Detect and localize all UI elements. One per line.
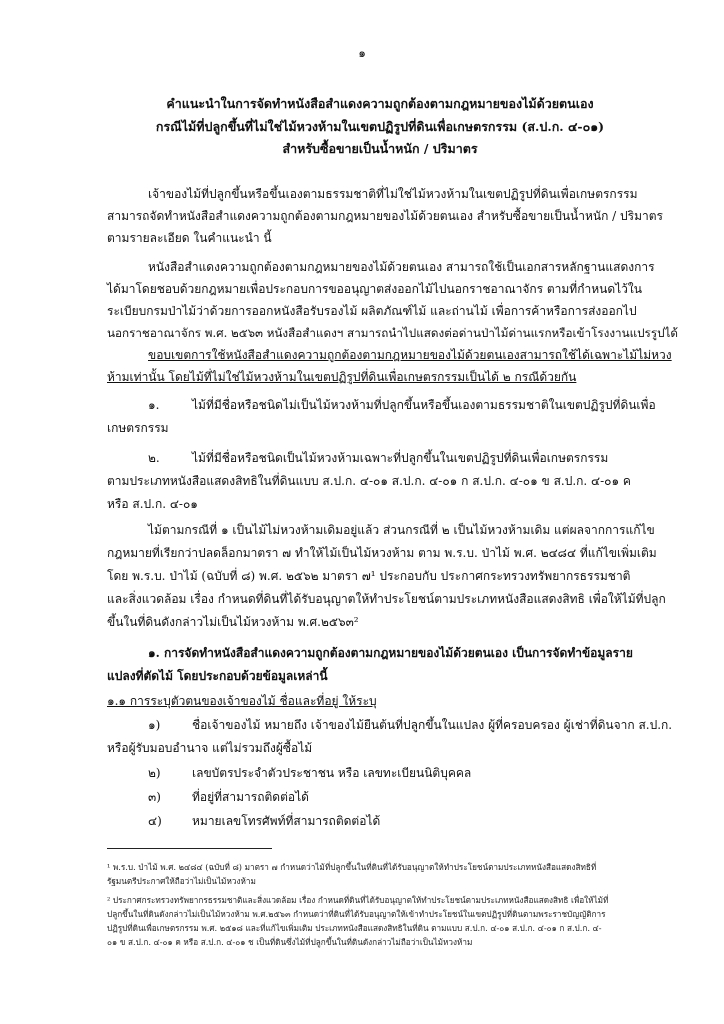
case2-line-3: หรือ ส.ป.ก. ๔-๐๑ bbox=[107, 497, 198, 511]
para2-line-1: หนังสือสำแดงความถูกต้องตามกฎหมายของไม้ด้วยตนเอง สามารถใช้เป็นเอกสารหลักฐานแสดงการ bbox=[148, 260, 655, 274]
footnote-2-line-4: ๐๑ ข ส.ป.ก. ๔-๐๑ ค หรือ ส.ป.ก. ๔-๐๑ ช เป็นที่ดินซึ่งไม้ที่ปลูกขึ้นในที่ดินดังกล่าวไม่ถือว่าเป็นไม้หวงห้าม bbox=[107, 937, 473, 947]
scope-line-1: ขอบเขตการใช้หนังสือสำแดงความถูกต้องตามกฎหมายของไม้ด้วยตนเองสามารถใช้ได้เฉพาะไม้ไม่หวง bbox=[148, 348, 672, 362]
case1-line-2: เกษตรกรรม bbox=[107, 421, 169, 435]
intro-line-3: ตามรายละเอียด ในคำแนะนำ นี้ bbox=[107, 231, 272, 245]
case1-number: ๑. bbox=[148, 398, 160, 412]
section1-line-1: ๑. การจัดทำหนังสือสำแดงความถูกต้องตามกฎหมายของไม้ด้วยตนเอง เป็นการจัดทำข้อมูลราย bbox=[148, 646, 633, 660]
footnote-2-line-3: ปฏิรูปที่ดินเพื่อเกษตรกรรม พ.ศ. ๒๕๑๘ และที่แก้ไขเพิ่มเติม ประเภทหนังสือแสดงสิทธิในที่ดิน ตามแบบ ส.ป.ก. ๔-๐๑ ส.ป.ก. ๔-๐๑ ก ส.ป.ก. ๔- bbox=[107, 923, 602, 933]
case2-number: ๒. bbox=[148, 451, 160, 465]
footnote-1-line-2: รัฐมนตรีประกาศให้ถือว่าไม่เป็นไม้หวงห้าม bbox=[107, 876, 256, 886]
para3-line-1: ไม้ตามกรณีที่ ๑ เป็นไม้ไม่หวงห้ามเดิมอยู่แล้ว ส่วนกรณีที่ ๒ เป็นไม้หวงห้ามเดิม แต่ผลจากการแก้ไข bbox=[148, 523, 655, 537]
para3-line-5: ขึ้นในที่ดินดังกล่าวไม่เป็นไม้หวงห้าม พ.ศ.๒๕๖๓² bbox=[107, 615, 359, 629]
item-1-line-2: หรือผู้รับมอบอำนาจ แต่ไม่รวมถึงผู้ซื้อไม้ bbox=[107, 741, 313, 755]
title-line-3: สำหรับซื้อขายเป็นน้ำหนัก / ปริมาตร bbox=[282, 141, 478, 156]
para2-line-3: ระเบียบกรมป่าไม้ว่าด้วยการออกหนังสือรับรองไม้ ผลิตภัณฑ์ไม้ และถ่านไม้ เพื่อการค้าหรือการส่งออกไป bbox=[107, 304, 637, 318]
item-3-number: ๓) bbox=[148, 790, 161, 804]
footnote-separator bbox=[107, 848, 272, 849]
para2-line-2: ได้มาโดยชอบด้วยกฎหมายเพื่อประกอบการขออนุญาตส่งออกไม้ไปนอกราชอาณาจักร ตามที่กำหนดไว้ใน bbox=[107, 282, 642, 296]
para3-line-4: และสิ่งแวดล้อม เรื่อง กำหนดที่ดินที่ได้รับอนุญาตให้ทำประโยชน์ตามประเภทหนังสือแสดงสิทธิ เพื่อให้ไม้ที่ปลูก bbox=[107, 592, 666, 606]
scope-line-2: ห้ามเท่านั้น โดยไม้ที่ไม่ใช่ไม้หวงห้ามในเขตปฏิรูปที่ดินเพื่อเกษตรกรรมเป็นได้ ๒ กรณีด้วยกัน bbox=[107, 370, 577, 384]
case2-line-2: ตามประเภทหนังสือแสดงสิทธิในที่ดินแบบ ส.ป.ก. ๔-๐๑ ส.ป.ก. ๔-๐๑ ก ส.ป.ก. ๔-๐๑ ข ส.ป.ก. ๔-๐๑ ค bbox=[107, 474, 631, 488]
item-3-text: ที่อยู่ที่สามารถติดต่อได้ bbox=[192, 790, 309, 804]
page-number: ๑ bbox=[358, 46, 366, 60]
footnote-2-line-2: ปลูกขึ้นในที่ดินดังกล่าวไม่เป็นไม้หวงห้าม พ.ศ.๒๕๖๓ กำหนดว่าที่ดินที่ได้รับอนุญาตให้เข้าทำประโยชน์ในเขตปฏิรูปที่ดินตามพระราชบัญญัติการ bbox=[107, 909, 606, 919]
section1-line-2: แปลงที่ตัดไม้ โดยประกอบด้วยข้อมูลเหล่านี้ bbox=[107, 669, 328, 683]
intro-line-1: เจ้าของไม้ที่ปลูกขึ้นหรือขึ้นเองตามธรรมชาติที่ไม่ใช่ไม้หวงห้ามในเขตปฏิรูปที่ดินเพื่อเกษตรกรรม bbox=[148, 187, 638, 201]
case2-line-1: ไม้ที่มีชื่อหรือชนิดเป็นไม้หวงห้ามเฉพาะที่ปลูกขึ้นในเขตปฏิรูปที่ดินเพื่อเกษตรกรรม bbox=[192, 451, 609, 465]
case1-line-1: ไม้ที่มีชื่อหรือชนิดไม่เป็นไม้หวงห้ามที่ปลูกขึ้นหรือขึ้นเองตามธรรมชาติในเขตปฏิรูปที่ดินเพื่อ bbox=[192, 398, 656, 412]
item-1-number: ๑) bbox=[148, 718, 161, 732]
item-1-line-1: ชื่อเจ้าของไม้ หมายถึง เจ้าของไม้ยืนต้นที่ปลูกขึ้นในแปลง ผู้ที่ครอบครอง ผู้เช่าที่ดินจาก ส.ป.ก. bbox=[192, 718, 673, 732]
item-2-text: เลขบัตรประจำตัวประชาชน หรือ เลขทะเบียนนิติบุคคล bbox=[192, 766, 472, 780]
para3-line-2: กฎหมายที่เรียกว่าปลดล็อกมาตรา ๗ ทำให้ไม้เป็นไม้หวงห้าม ตาม พ.ร.บ. ป่าไม้ พ.ศ. ๒๔๘๔ ที่แก้ไขเพิ่มเติม bbox=[107, 546, 657, 560]
para2-line-4: นอกราชอาณาจักร พ.ศ. ๒๕๖๓ หนังสือสำแดงฯ สามารถนำไปแสดงต่อด่านป่าไม้ด่านแรกหรือเข้าโรงงานแปรรูปได้ bbox=[107, 326, 678, 340]
item-4-number: ๔) bbox=[148, 814, 162, 828]
title-line-1: คำแนะนำในการจัดทำหนังสือสำแดงความถูกต้องตามกฎหมายของไม้ด้วยตนเอง bbox=[166, 96, 594, 111]
para3-line-3: โดย พ.ร.บ. ป่าไม้ (ฉบับที่ ๘) พ.ศ. ๒๕๖๒ มาตรา ๗¹ ประกอบกับ ประกาศกระทรวงทรัพยากรธรรมชาติ bbox=[107, 569, 631, 583]
subsection-1-1-heading: ๑.๑ การระบุตัวตนของเจ้าของไม้ ชื่อและที่อยู่ ให้ระบุ bbox=[107, 694, 377, 708]
title-line-2: กรณีไม้ที่ปลูกขึ้นที่ไม่ใช่ไม้หวงห้ามในเขตปฏิรูปที่ดินเพื่อเกษตรกรรม (ส.ป.ก. ๔-๐๑) bbox=[155, 119, 605, 134]
item-4-text: หมายเลขโทรศัพท์ที่สามารถติดต่อได้ bbox=[192, 814, 381, 828]
intro-line-2: สามารถจัดทำหนังสือสำแดงความถูกต้องตามกฎหมายของไม้ด้วยตนเอง สำหรับซื้อขายเป็นน้ำหนัก / ปริมาตร bbox=[107, 209, 663, 223]
footnote-1-line-1: ¹ พ.ร.บ. ป่าไม้ พ.ศ. ๒๔๘๔ (ฉบับที่ ๘) มาตรา ๗ กำหนดว่าไม้ที่ปลูกขึ้นในที่ดินที่ได้รับอนุญาตให้ทำประโยชน์ตามประเภทหนังสือแสดงสิทธิที่ bbox=[107, 862, 597, 872]
item-2-number: ๒) bbox=[148, 766, 161, 780]
footnote-2-line-1: ² ประกาศกระทรวงทรัพยากรธรรมชาติและสิ่งแวดล้อม เรื่อง กำหนดที่ดินที่ได้รับอนุญาตให้ทำประโยชน์ตามประเภทหนังสือแสดงสิทธิ เพื่อให้ไม้ที่ bbox=[107, 895, 609, 905]
